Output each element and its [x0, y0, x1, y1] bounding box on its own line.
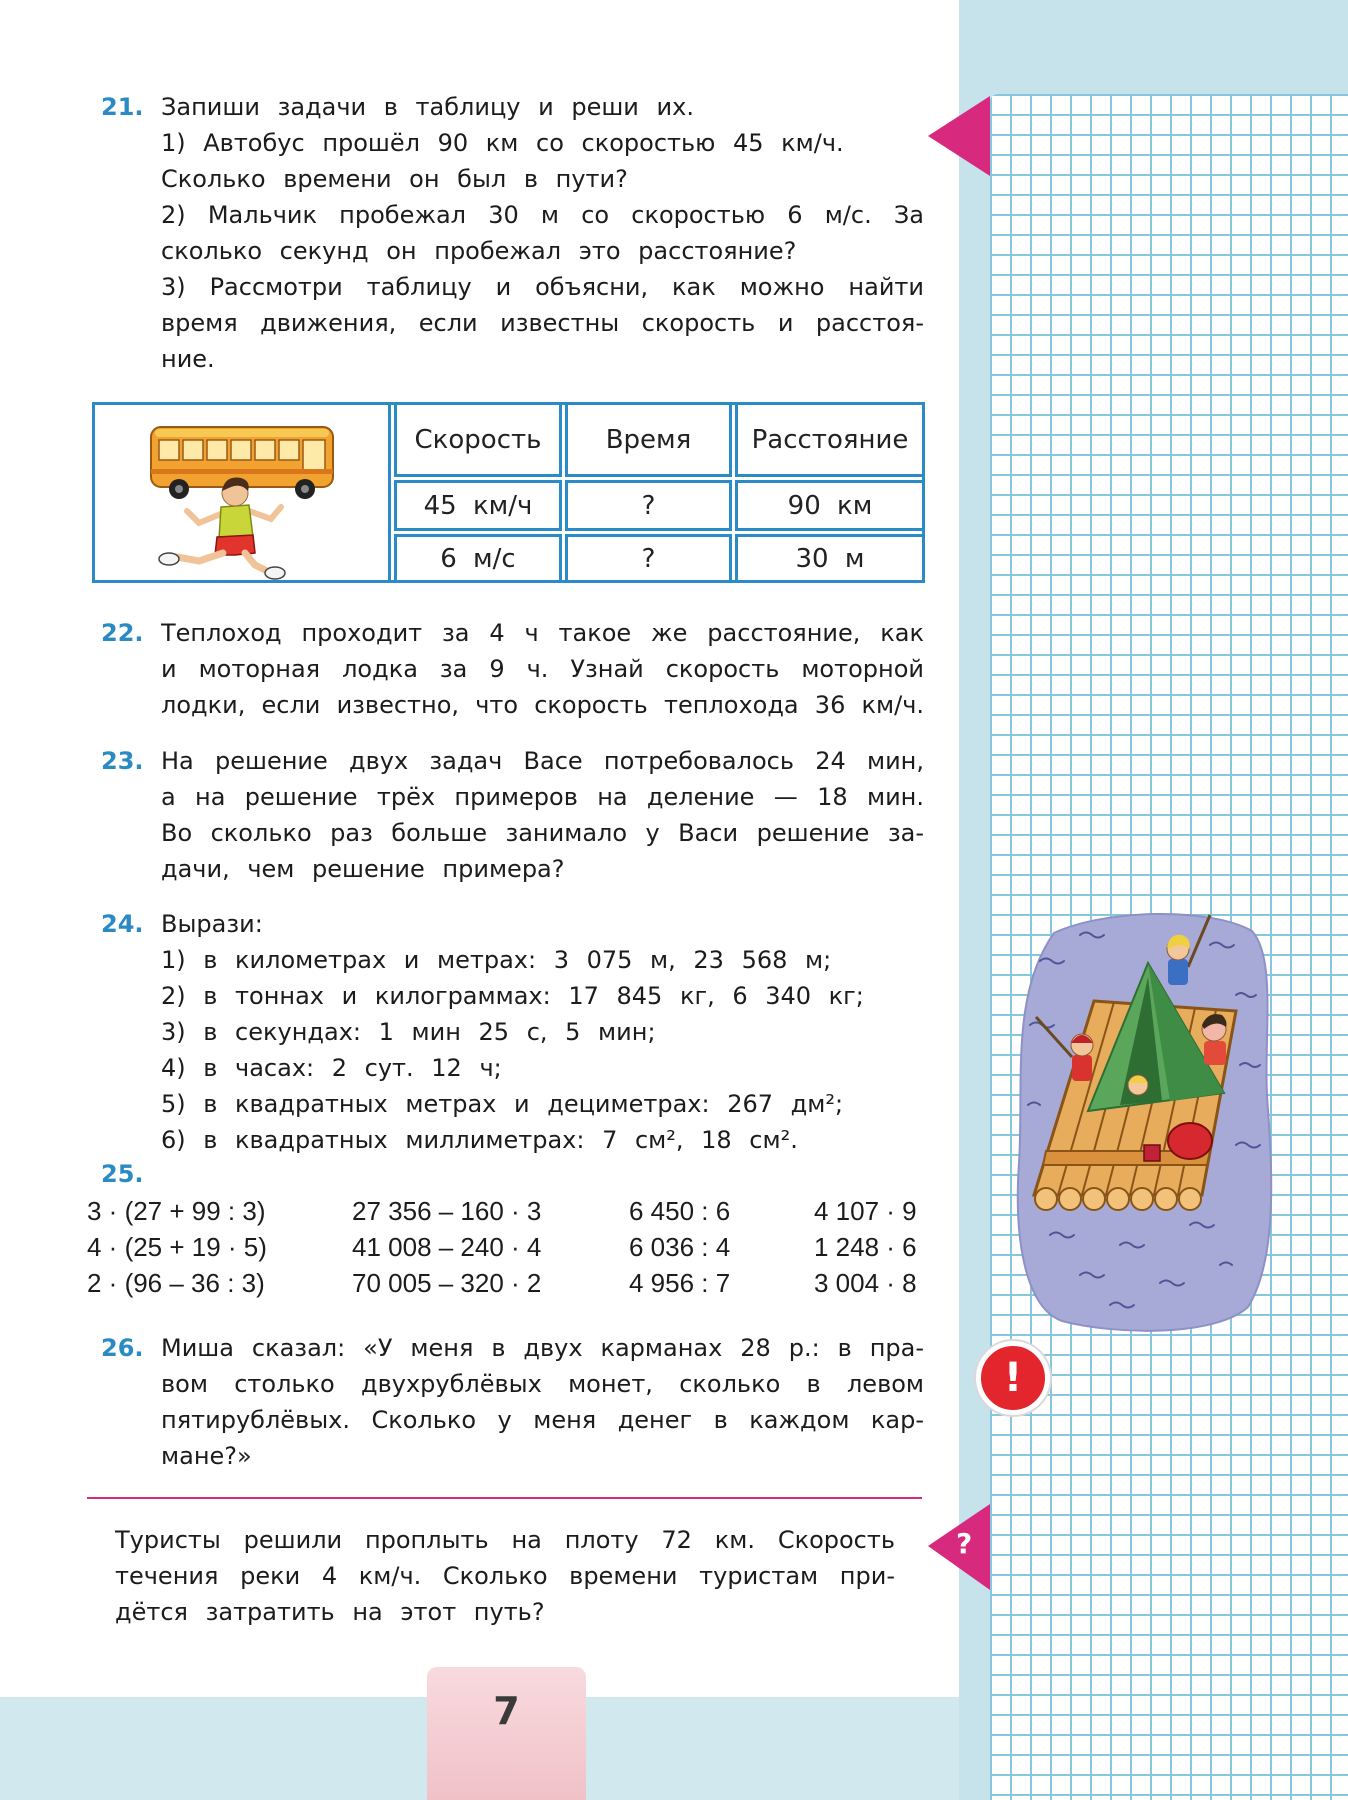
- task-subitem: 3) в секундах: 1 мин 25 с, 5 мин;: [161, 1018, 656, 1046]
- task-number: 22.: [101, 619, 144, 647]
- task-line: дачи, чем решение примера?: [161, 855, 565, 883]
- task-line: 3) Рассмотри таблицу и объясни, как можно найти: [161, 273, 924, 301]
- table-cell: 30 м: [735, 534, 925, 583]
- task-subitem: 6) в квадратных миллиметрах: 7 см², 18 см².: [161, 1126, 798, 1154]
- expression: 70 005 – 320 · 2: [352, 1268, 542, 1298]
- task-line: дётся затратить на этот путь?: [115, 1598, 545, 1626]
- task-text: [161, 743, 924, 887]
- table-header-time: Время: [565, 402, 732, 477]
- task-number: 24.: [101, 910, 144, 938]
- triangle-marker-icon: [926, 94, 992, 178]
- table-cell: ?: [565, 480, 732, 531]
- section-divider: [87, 1497, 922, 1499]
- extra-problem: [115, 1522, 895, 1630]
- task-line: 2) Мальчик пробежал 30 м со скоростью 6 м/с. За: [161, 201, 924, 229]
- task-subitem: 1) в километрах и метрах: 3 075 м, 23 568 м;: [161, 946, 832, 974]
- task-number: 21.: [101, 93, 144, 121]
- task-text: [161, 906, 924, 1158]
- table-cell: 45 км/ч: [394, 480, 562, 531]
- task-line: Запиши задачи в таблицу и реши их.: [161, 93, 694, 121]
- task-text: [161, 89, 924, 377]
- task-text: [161, 615, 924, 723]
- task-subitem: 5) в квадратных метрах и дециметрах: 267 дм²;: [161, 1090, 844, 1118]
- table-cell: ?: [565, 534, 732, 583]
- expression: 4 956 : 7: [629, 1268, 731, 1298]
- table-divider: [388, 402, 391, 583]
- task-line: На решение двух задач Васе потребовалось 24 мин,: [161, 747, 924, 775]
- task-line: 1) Автобус прошёл 90 км со скоростью 45 км/ч.: [161, 129, 844, 157]
- task-line: Вырази:: [161, 910, 263, 938]
- expression: 27 356 – 160 · 3: [352, 1196, 542, 1226]
- task-line: Сколько времени он был в пути?: [161, 165, 628, 193]
- table-header-speed: Скорость: [394, 402, 562, 477]
- expression: 1 248 · 6: [814, 1232, 917, 1262]
- exclamation-icon: [976, 1341, 1050, 1415]
- task-subitem: 2) в тоннах и килограммах: 17 845 кг, 6 340 кг;: [161, 982, 864, 1010]
- task-line: сколько секунд он пробежал это расстояние?: [161, 237, 797, 265]
- task-line: лодки, если известно, что скорость теплохода 36 км/ч.: [161, 691, 924, 719]
- table-cell: 90 км: [735, 480, 925, 531]
- task-line: пятирублёвых. Сколько у меня денег в каждом кар-: [161, 1406, 924, 1434]
- task-number: 26.: [101, 1334, 144, 1362]
- question-icon: [926, 1502, 992, 1592]
- expression: 6 036 : 4: [629, 1232, 731, 1262]
- page-number: 7: [493, 1689, 520, 1733]
- expression: 3 004 · 8: [814, 1268, 917, 1298]
- task-line: время движения, если известны скорость и расстоя-: [161, 309, 924, 337]
- expression: 41 008 – 240 · 4: [352, 1232, 542, 1262]
- task-line: течения реки 4 км/ч. Сколько времени туристам при-: [115, 1562, 895, 1590]
- task-line: ние.: [161, 345, 215, 373]
- task-number: 23.: [101, 747, 144, 775]
- task-line: мане?»: [161, 1442, 252, 1470]
- exclamation-icon-glyph: !: [1003, 1355, 1023, 1401]
- expression: 4 107 · 9: [814, 1196, 917, 1226]
- expression: 3 · (27 + 99 : 3): [87, 1196, 266, 1226]
- raft-illustration: [1010, 905, 1278, 1337]
- task-line: вом столько двухрублёвых монет, сколько в левом: [161, 1370, 924, 1398]
- page-number-tab: [427, 1667, 586, 1800]
- expression: 6 450 : 6: [629, 1196, 731, 1226]
- task-line: Туристы решили проплыть на плоту 72 км. Скорость: [115, 1526, 895, 1554]
- task-line: Миша сказал: «У меня в двух карманах 28 р.: в пра-: [161, 1334, 924, 1362]
- task-subitem: 4) в часах: 2 сут. 12 ч;: [161, 1054, 502, 1082]
- task-line: Теплоход проходит за 4 ч такое же расстояние, как: [161, 619, 924, 647]
- task-number: 25.: [101, 1160, 144, 1188]
- task-line: и моторная лодка за 9 ч. Узнай скорость моторной: [161, 655, 924, 683]
- table-header-distance: Расстояние: [735, 402, 925, 477]
- task-line: Во сколько раз больше занимало у Васи решение за-: [161, 819, 924, 847]
- bus-runner-illustration: [95, 405, 385, 580]
- question-icon-glyph: ?: [956, 1527, 973, 1560]
- expression: 2 · (96 – 36 : 3): [87, 1268, 265, 1298]
- expression: 4 · (25 + 19 · 5): [87, 1232, 267, 1262]
- table-cell: 6 м/с: [394, 534, 562, 583]
- task-line: а на решение трёх примеров на деление — 18 мин.: [161, 783, 924, 811]
- task-text: [161, 1330, 924, 1474]
